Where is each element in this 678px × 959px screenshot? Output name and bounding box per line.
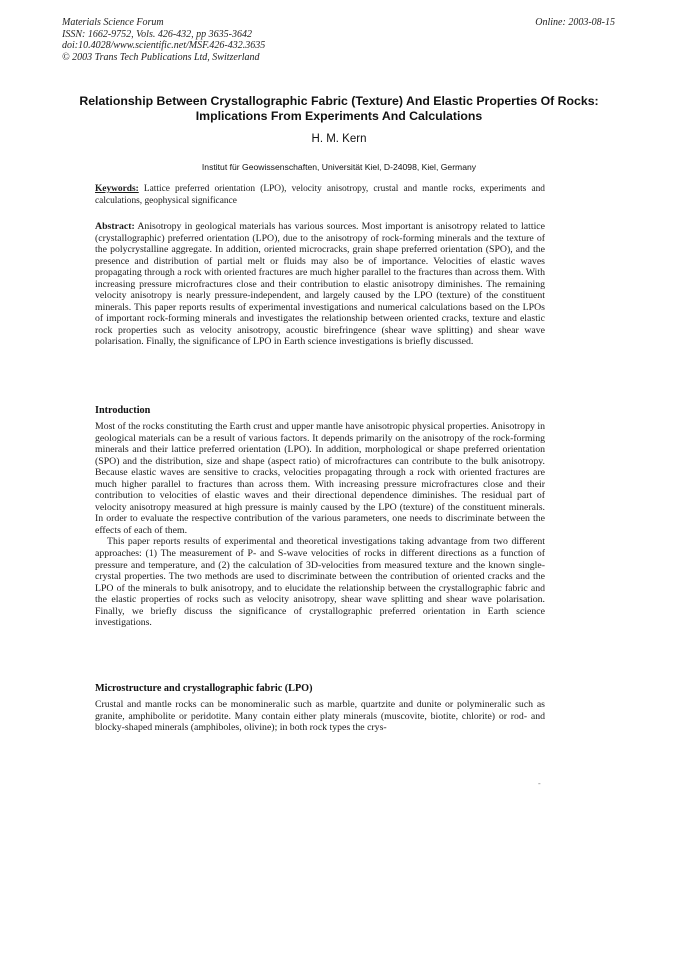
microstructure-body: Crustal and mantle rocks can be monomineralic such as marble, quartzite and dunite or polymineralic such as granite, amphibolite or peridotite. Many contain either platy minerals (muscovite, biotite, chlorite) or rod- and blocky-shaped minerals (amphiboles, olivine); in both rock types the crys- <box>95 699 545 734</box>
abstract-label: Abstract: <box>95 221 135 232</box>
keywords-text: Lattice preferred orientation (LPO), velocity anisotropy, crustal and mantle rocks, experiments and calculations, geophysical significance <box>95 184 545 206</box>
abstract-text: Anisotropy in geological materials has various sources. Most important is anisotropy related to lattice (crystallographic) preferred orientation (LPO), due to the anisotropy of rock-forming minerals and the texture of the polycrystalline aggregate. In addition, oriented microcracks, grain shape preferred orientation (SPO), and the presence and distribution of partial melt or fluids may also be of importance. Velocities of elastic waves propagating through a rock with oriented fractures are much higher parallel to the fractures than across them. With increasing pressure microfractures close and their contribution to elastic anisotropy diminishes. The remaining velocity anisotropy is nearly pressure-independent, and largely caused by the LPO (texture) of the constituent minerals. This paper reports results of experimental investigations and numerical calculations based on the LPOs of important rock-forming minerals and investigates the relationship between oriented cracks, texture and elastic rock properties such as velocity anisotropy, acoustic birefringence (shear wave splitting) and shear wave polarisation. Finally, the significance of LPO in Earth science investigations is briefly discussed. <box>95 221 545 348</box>
journal-issn: ISSN: 1662-9752, Vols. 426-432, pp 3635-3642 <box>62 28 252 40</box>
keywords-label: Keywords: <box>95 184 139 194</box>
margin-mark: - <box>538 779 541 788</box>
abstract-block <box>95 221 545 348</box>
journal-doi: doi:10.4028/www.scientific.net/MSF.426-432.3635 <box>62 40 266 51</box>
journal-info <box>62 17 265 63</box>
introduction-heading: Introduction <box>95 405 151 416</box>
paper-title: Relationship Between Crystallographic Fabric (Texture) And Elastic Properties Of Rocks: Implications From Experiments And Calculations <box>79 94 599 123</box>
introduction-paragraph-1: Most of the rocks constituting the Earth crust and upper mantle have anisotropic physical properties. Anisotropy in geological materials can be a result of various factors. It depends primarily on the anisotropy of the rock-forming minerals and their lattice preferred orientation (LPO). In addition, morphological or shape preferred orientation (SPO) and the distribution, size and shape (aspect ratio) of microfractures can contribute to the bulk anisotropy. Because elastic waves are sensitive to cracks, velocities propagating through a rock with oriented fractures are much higher parallel to fractures than across them. With increasing pressure microfractures close and their contribution to velocities of elastic waves and their directional dependence diminishes. The residual part of velocity anisotropy measured at high pressure is mainly caused by the LPO (texture) of the constituent minerals. In order to evaluate the respective contribution of the various parameters, one needs to discriminate between the effects of each of them. <box>95 421 545 536</box>
author-affiliation: Institut für Geowissenschaften, Universität Kiel, D-24098, Kiel, Germany <box>201 162 477 172</box>
journal-name: Materials Science Forum <box>62 17 164 28</box>
introduction-paragraph-2: This paper reports results of experimental and theoretical investigations taking advantage from two different approaches: (1) The measurement of P- and S-wave velocities of rocks in different directions as a function of pressure and temperature, and (2) the calculation of 3D-velocities from measured texture and the known single-crystal properties. The two methods are used to discriminate between the contribution of oriented cracks and the LPO of the minerals to bulk anisotropy, and to elucidate the relationship between the crystallographic fabric and the elastic properties of rocks such as velocity anisotropy, shear wave splitting and shear wave polarisation. Finally, we briefly discuss the significance of crystallographic preferred orientation in Earth science investigations. <box>95 536 545 629</box>
journal-copyright: © 2003 Trans Tech Publications Ltd, Switzerland <box>62 51 260 63</box>
keywords-block <box>95 184 545 207</box>
microstructure-heading: Microstructure and crystallographic fabric (LPO) <box>95 683 313 694</box>
introduction-body <box>95 421 545 629</box>
online-date: Online: 2003-08-15 <box>535 17 615 28</box>
paper-author: H. M. Kern <box>311 133 367 145</box>
